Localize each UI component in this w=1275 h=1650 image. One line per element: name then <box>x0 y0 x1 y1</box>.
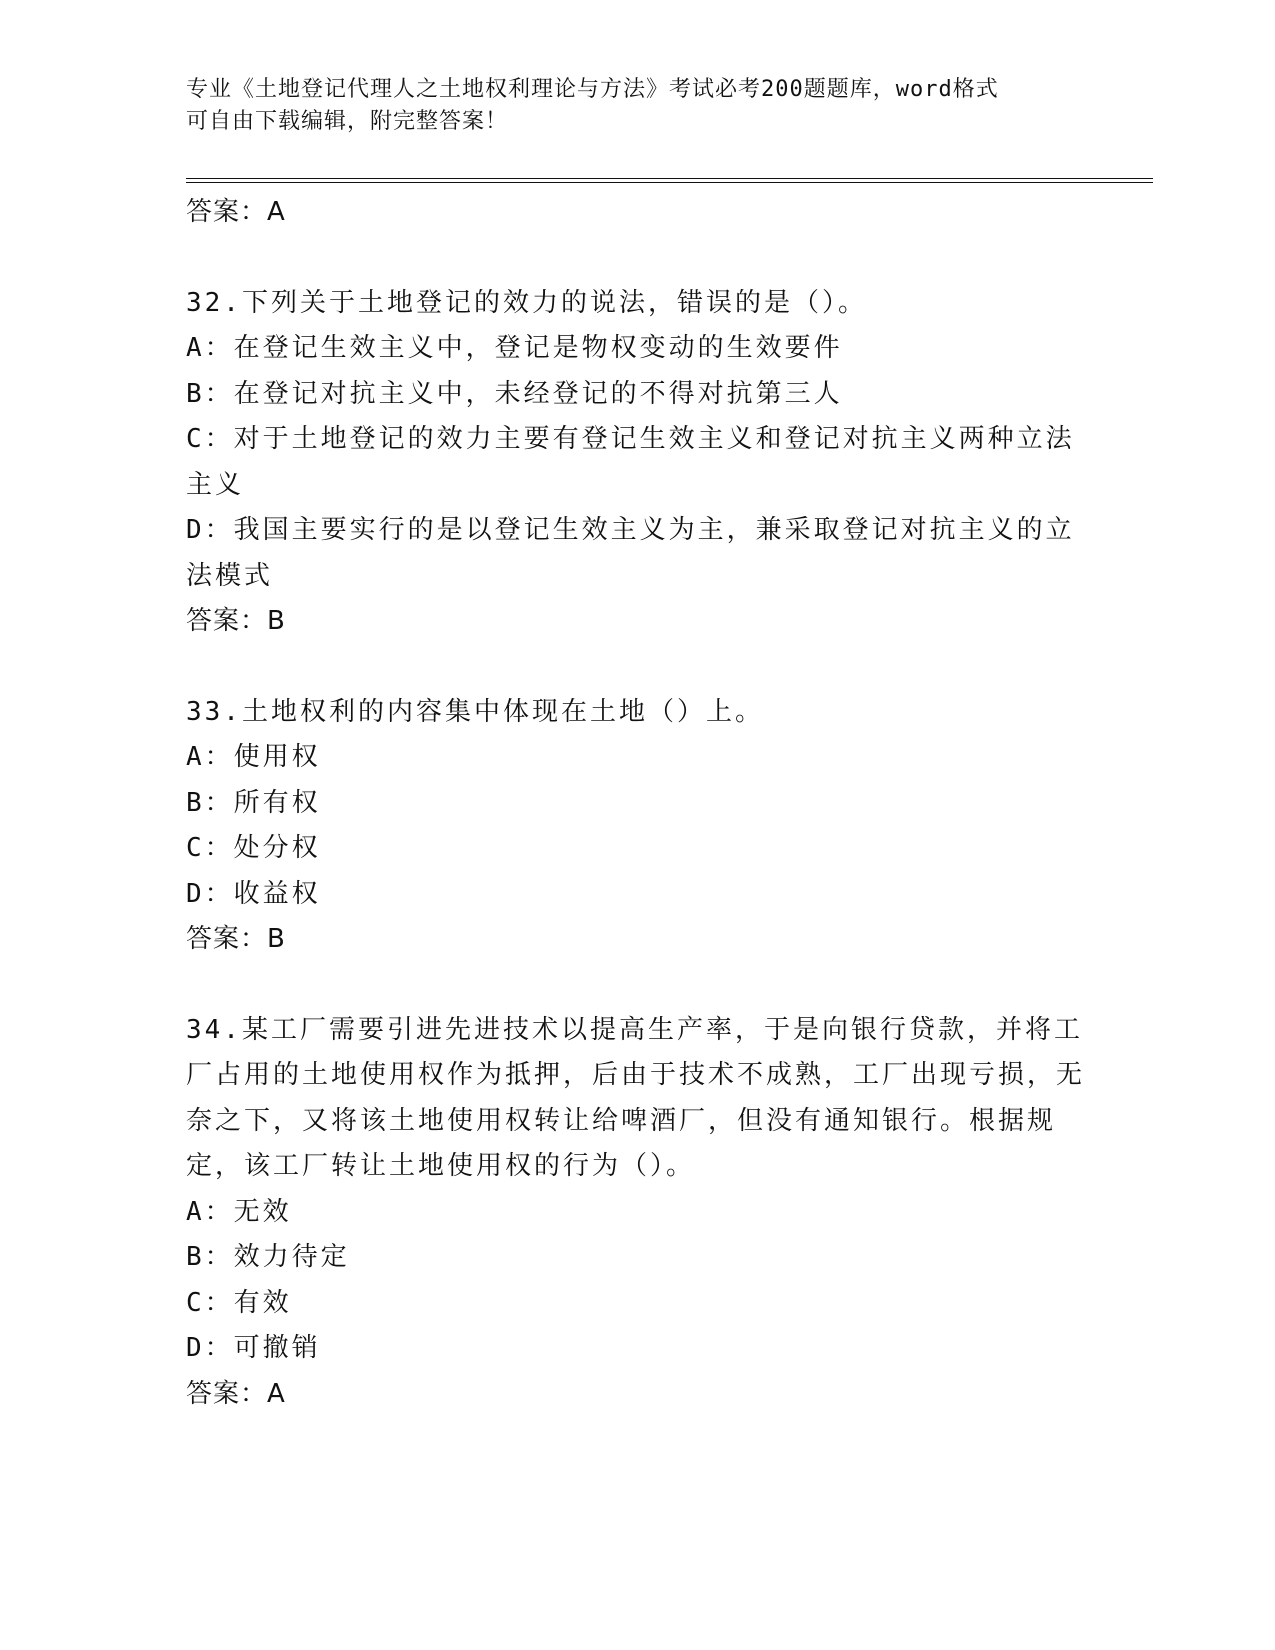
header-divider-bottom <box>186 182 1153 183</box>
question-stem: 32.下列关于土地登记的效力的说法，错误的是（）。 <box>186 287 867 318</box>
option-d: D：可撤销 <box>186 1333 321 1363</box>
header-line-1: 专业《土地登记代理人之土地权利理论与方法》考试必考200题题库，word格式 <box>186 77 999 102</box>
header-line-2: 可自由下载编辑，附完整答案！ <box>186 109 509 134</box>
option-a: A：在登记生效主义中，登记是物权变动的生效要件 <box>186 333 843 363</box>
option-d: D：我国主要实行的是以登记生效主义为主，兼采取登记对抗主义的立法模式 <box>186 515 1075 591</box>
answer: 答案：A <box>186 1378 286 1409</box>
option-b: B：效力待定 <box>186 1242 350 1272</box>
question-34 <box>186 1008 1086 1418</box>
answer: 答案：B <box>186 606 286 636</box>
option-b: B：在登记对抗主义中，未经登记的不得对抗第三人 <box>186 378 843 409</box>
option-c: C：处分权 <box>186 833 321 863</box>
document-body <box>186 190 1086 1417</box>
option-a: A：无效 <box>186 1196 292 1227</box>
option-b: B：所有权 <box>186 787 321 818</box>
question-32 <box>186 281 1086 645</box>
question-stem: 33.土地权利的内容集中体现在土地（）上。 <box>186 696 764 727</box>
question-stem: 34.某工厂需要引进先进技术以提高生产率，于是向银行贷款，并将工厂占用的土地使用权作为抵押，后由于技术不成熟，工厂出现亏损，无奈之下，又将该土地使用权转让给啤酒厂，但没有通知银行。根据规定，该工厂转让土地使用权的行为（）。 <box>186 1014 1086 1181</box>
answer: 答案：B <box>186 924 286 954</box>
document-header <box>186 74 1086 138</box>
option-c: C：对于土地登记的效力主要有登记生效主义和登记对抗主义两种立法主义 <box>186 424 1075 500</box>
previous-answer: 答案：A <box>186 197 286 227</box>
option-c: C：有效 <box>186 1287 292 1318</box>
option-d: D：收益权 <box>186 878 321 909</box>
header-divider-top <box>186 178 1153 179</box>
question-33 <box>186 690 1086 963</box>
option-a: A：使用权 <box>186 742 321 772</box>
